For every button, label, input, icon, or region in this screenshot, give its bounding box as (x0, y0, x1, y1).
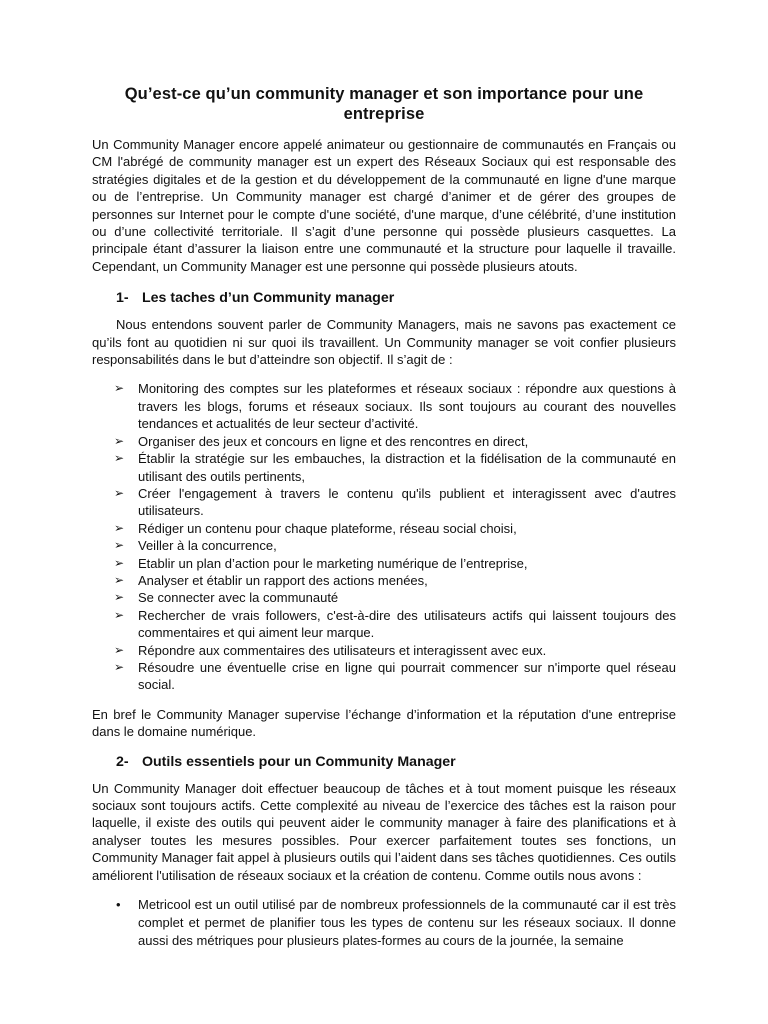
arrow-bullet-icon: ➢ (114, 381, 125, 396)
arrow-bullet-icon: ➢ (114, 642, 125, 657)
list-item (92, 572, 676, 589)
list-item-text: Analyser et établir un rapport des actions menées, (138, 572, 428, 588)
section-2-lead: Un Community Manager doit effectuer beaucoup de tâches et à tout moment puisque les réseaux sociaux sont toujours actifs. Cette complexité au niveau de l’exercice des tâches est la raison pour laquelle, il existe des outils qui peuvent aider le community manager à faire des planifications et à analyser toutes les mesures possibles. Pour exercer parfaitement toutes ses fonctions, un Community Manager fait appel à plusieurs outils qui l’aident dans ses tâches quotidiennes. Ces outils améliorent l'utilisation de réseaux sociaux et la création de contenu. Comme outils nous avons : (92, 780, 676, 883)
section-2-number: 2- (116, 753, 129, 770)
list-item-text: Rédiger un contenu pour chaque plateforme, réseau social choisi, (138, 520, 517, 536)
list-item (92, 380, 676, 432)
list-item (92, 537, 676, 554)
list-item-text: Monitoring des comptes sur les plateformes et réseaux sociaux : répondre aux questions à travers les blogs, forums et réseaux sociaux. Ils sont toujours au courant des nouvelles tendances et actualités de leur secteur d’activité. (138, 381, 676, 432)
arrow-bullet-icon: ➢ (114, 590, 125, 605)
list-item (92, 433, 676, 450)
section-2-title: Outils essentiels pour un Community Manager (141, 753, 456, 770)
dot-bullet-icon: • (116, 897, 121, 913)
arrow-bullet-icon: ➢ (114, 520, 125, 535)
arrow-bullet-icon: ➢ (114, 572, 125, 587)
section-1-heading (92, 289, 676, 307)
list-item-text: Créer l'engagement à travers le contenu qu'ils publient et interagissent avec d'autres utilisateurs. (138, 485, 676, 519)
section-1-lead: Nous entendons souvent parler de Community Managers, mais ne savons pas exactement ce qu’ils font au quotidien ni sur quoi ils travaillent. Un Community manager se voit confier plusieurs responsabilités dans le but d’atteindre son objectif. Il s’agit de : (92, 317, 676, 368)
section-1-title: Les taches d’un Community manager (141, 290, 395, 307)
list-item (92, 589, 676, 606)
list-item (92, 485, 676, 520)
list-item (92, 642, 676, 659)
list-item (92, 450, 676, 485)
list-item (92, 896, 676, 950)
section-2-heading (92, 753, 676, 771)
arrow-bullet-icon: ➢ (114, 538, 125, 553)
intro-paragraph: Un Community Manager encore appelé animateur ou gestionnaire de communautés en Français ou CM l'abrégé de community manager est un expert des Réseaux Sociaux qui est responsable des stratégies digitales et de la gestion et du développement de la communauté en ligne d'une marque ou de l’entreprise. Un Community manager est chargé d’animer et de gérer des groupes de personnes sur Internet pour le compte d'une société, d'une marque, d’une célébrité, d’une institution ou d’une collectivité territoriale. Il s’agit d’une personne qui possède plusieurs casquettes. La principale étant d’assurer la liaison entre une communauté et la structure pour laquelle il travaille. Cependant, un Community Manager est une personne qui possède plusieurs atouts. (92, 137, 676, 274)
section-1-number: 1- (116, 290, 129, 307)
list-item (92, 520, 676, 537)
list-item-text: Répondre aux commentaires des utilisateurs et interagissent avec eux. (138, 642, 547, 658)
document-title: Qu’est-ce qu’un community manager et son importance pour une entreprise (124, 85, 644, 123)
list-item (92, 659, 676, 694)
list-item-text: Organiser des jeux et concours en ligne et des rencontres en direct, (138, 433, 529, 449)
arrow-bullet-icon: ➢ (114, 607, 125, 622)
list-item-text: Metricool est un outil utilisé par de nombreux professionnels de la communauté car il est très complet et permet de planifier tous les types de contenu sur les réseaux sociaux. Il donne aussi des métriques pour plusieurs plates-formes au cours de la journée, la semaine (138, 897, 676, 949)
tasks-list (92, 380, 676, 693)
list-item-text: Établir la stratégie sur les embauches, la distraction et la fidélisation de la communauté en utilisant des outils pertinents, (138, 451, 676, 484)
arrow-bullet-icon: ➢ (114, 451, 125, 466)
list-item (92, 607, 676, 642)
arrow-bullet-icon: ➢ (114, 485, 125, 500)
section-1-summary: En bref le Community Manager supervise l’échange d’information et la réputation d'une entreprise dans le domaine numérique. (92, 706, 676, 740)
list-item-text: Se connecter avec la communauté (138, 590, 339, 606)
list-item-text: Etablir un plan d’action pour le marketing numérique de l’entreprise, (138, 555, 528, 571)
list-item (92, 555, 676, 572)
tools-list (92, 896, 676, 950)
list-item-text: Rechercher de vrais followers, c'est-à-dire des utilisateurs actifs qui laissent toujours des commentaires et qui aiment leur marque. (138, 607, 676, 641)
list-item-text: Veiller à la concurrence, (138, 538, 277, 554)
arrow-bullet-icon: ➢ (114, 555, 125, 570)
arrow-bullet-icon: ➢ (114, 659, 125, 674)
list-item-text: Résoudre une éventuelle crise en ligne qui pourrait commencer sur n'importe quel réseau social. (138, 659, 676, 693)
arrow-bullet-icon: ➢ (114, 433, 125, 448)
